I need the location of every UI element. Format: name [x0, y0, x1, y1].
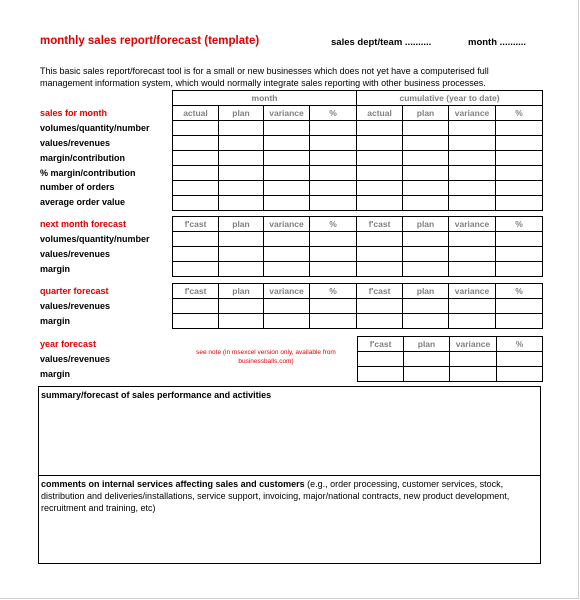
input-cell[interactable] [496, 262, 543, 277]
input-cell[interactable] [403, 196, 449, 211]
input-cell[interactable] [403, 299, 449, 314]
input-cell[interactable] [403, 232, 449, 247]
input-cell[interactable] [357, 181, 403, 196]
sales-for-month-table [172, 90, 543, 211]
plan-header: plan [219, 106, 264, 121]
input-cell[interactable] [496, 121, 543, 136]
input-cell[interactable] [357, 151, 403, 166]
input-cell[interactable] [264, 196, 310, 211]
msexcel-note: see note (in msexcel version only, available from businessballs.com) [196, 349, 336, 365]
input-cell[interactable] [219, 232, 264, 247]
input-cell[interactable] [496, 299, 543, 314]
input-cell[interactable] [264, 136, 310, 151]
input-cell[interactable] [358, 367, 404, 382]
input-cell[interactable] [449, 247, 496, 262]
input-cell[interactable] [173, 232, 219, 247]
input-cell[interactable] [173, 181, 219, 196]
input-cell[interactable] [496, 314, 543, 329]
row-label: margin [40, 316, 71, 326]
row-label: volumes/quantity/number [40, 123, 150, 133]
fcast-header: f'cast [357, 217, 403, 232]
percent-header: % [496, 106, 543, 121]
month-field[interactable]: month .......... [468, 37, 527, 48]
input-cell[interactable] [310, 166, 357, 181]
year-forecast-table [357, 336, 543, 382]
input-cell[interactable] [357, 314, 403, 329]
variance-header: variance [450, 337, 497, 352]
input-cell[interactable] [173, 262, 219, 277]
fcast-header: f'cast [357, 284, 403, 299]
input-cell[interactable] [449, 121, 496, 136]
row-label: values/revenues [40, 249, 111, 259]
input-cell[interactable] [449, 262, 496, 277]
table-row [173, 151, 543, 166]
input-cell[interactable] [310, 232, 357, 247]
row-label: margin [40, 264, 71, 274]
input-cell[interactable] [403, 166, 449, 181]
variance-header: variance [449, 217, 496, 232]
plan-header: plan [403, 284, 449, 299]
input-cell[interactable] [219, 299, 264, 314]
input-cell[interactable] [357, 196, 403, 211]
summary-box[interactable] [38, 386, 541, 476]
input-cell[interactable] [496, 181, 543, 196]
plan-header: plan [403, 106, 449, 121]
quarter-forecast-table [172, 283, 543, 329]
variance-header: variance [264, 284, 310, 299]
input-cell[interactable] [173, 314, 219, 329]
row-label: values/revenues [40, 138, 111, 148]
row-label: volumes/quantity/number [40, 234, 150, 244]
section-title-sales-for-month: sales for month [40, 108, 108, 118]
input-cell[interactable] [449, 232, 496, 247]
input-cell[interactable] [264, 166, 310, 181]
input-cell[interactable] [310, 136, 357, 151]
input-cell[interactable] [219, 314, 264, 329]
input-cell[interactable] [264, 314, 310, 329]
variance-header: variance [264, 217, 310, 232]
input-cell[interactable] [264, 151, 310, 166]
input-cell[interactable] [449, 181, 496, 196]
input-cell[interactable] [264, 121, 310, 136]
input-cell[interactable] [219, 121, 264, 136]
input-cell[interactable] [449, 299, 496, 314]
input-cell[interactable] [403, 247, 449, 262]
input-cell[interactable] [173, 136, 219, 151]
row-label: % margin/contribution [40, 168, 136, 178]
input-cell[interactable] [496, 196, 543, 211]
input-cell[interactable] [496, 151, 543, 166]
input-cell[interactable] [173, 166, 219, 181]
table-row [358, 367, 543, 382]
input-cell[interactable] [496, 232, 543, 247]
table-row [173, 121, 543, 136]
input-cell[interactable] [310, 314, 357, 329]
table-row [358, 352, 543, 367]
input-cell[interactable] [357, 299, 403, 314]
fcast-header: f'cast [358, 337, 404, 352]
percent-header: % [497, 337, 543, 352]
input-cell[interactable] [449, 151, 496, 166]
table-row [173, 232, 543, 247]
section-title-quarter-forecast: quarter forecast [40, 286, 109, 296]
table-row [173, 314, 543, 329]
table-row [173, 181, 543, 196]
input-cell[interactable] [173, 299, 219, 314]
percent-header: % [310, 217, 357, 232]
input-cell[interactable] [310, 299, 357, 314]
percent-header: % [496, 284, 543, 299]
input-cell[interactable] [403, 151, 449, 166]
input-cell[interactable] [449, 314, 496, 329]
percent-header: % [310, 284, 357, 299]
input-cell[interactable] [310, 262, 357, 277]
input-cell[interactable] [219, 247, 264, 262]
next-month-forecast-table [172, 216, 543, 277]
input-cell[interactable] [357, 247, 403, 262]
table-row [173, 262, 543, 277]
row-label: average order value [40, 197, 126, 207]
input-cell[interactable] [403, 314, 449, 329]
input-cell[interactable] [264, 232, 310, 247]
row-label: number of orders [40, 182, 115, 192]
input-cell[interactable] [219, 151, 264, 166]
input-cell[interactable] [403, 181, 449, 196]
input-cell[interactable] [264, 299, 310, 314]
input-cell[interactable] [449, 136, 496, 151]
input-cell[interactable] [264, 247, 310, 262]
input-cell[interactable] [310, 181, 357, 196]
table-row [173, 166, 543, 181]
input-cell[interactable] [173, 247, 219, 262]
input-cell[interactable] [219, 196, 264, 211]
variance-header: variance [449, 106, 496, 121]
input-cell[interactable] [173, 196, 219, 211]
report-title: monthly sales report/forecast (template) [40, 35, 260, 47]
input-cell[interactable] [173, 151, 219, 166]
month-header: month [173, 91, 357, 106]
input-cell[interactable] [219, 262, 264, 277]
input-cell[interactable] [358, 352, 404, 367]
section-title-next-month-forecast: next month forecast [40, 219, 127, 229]
input-cell[interactable] [450, 352, 497, 367]
input-cell[interactable] [450, 367, 497, 382]
row-label: margin/contribution [40, 153, 125, 163]
variance-header: variance [449, 284, 496, 299]
table-row [173, 136, 543, 151]
plan-header: plan [404, 337, 450, 352]
plan-header: plan [219, 284, 264, 299]
actual-header: actual [357, 106, 403, 121]
plan-header: plan [219, 217, 264, 232]
input-cell[interactable] [403, 262, 449, 277]
cumulative-header: cumulative (year to date) [357, 91, 543, 106]
section-title-year-forecast: year forecast [40, 339, 97, 349]
row-label: margin [40, 369, 71, 379]
comments-box[interactable] [38, 475, 541, 564]
row-label: values/revenues [40, 354, 111, 364]
input-cell[interactable] [357, 136, 403, 151]
plan-header: plan [403, 217, 449, 232]
input-cell[interactable] [497, 352, 543, 367]
input-cell[interactable] [173, 121, 219, 136]
fcast-header: f'cast [173, 284, 219, 299]
input-cell[interactable] [404, 367, 450, 382]
input-cell[interactable] [310, 196, 357, 211]
table-row [173, 299, 543, 314]
summary-label: summary/forecast of sales performance and activities [41, 390, 272, 400]
intro-text: This basic sales report/forecast tool is for a small or new businesses which does not yet have a computerised full management information system, which would normally integrate sales reporting with other business processes. [40, 66, 489, 88]
input-cell[interactable] [403, 136, 449, 151]
input-cell[interactable] [357, 121, 403, 136]
sales-dept-field[interactable]: sales dept/team .......... [331, 37, 432, 48]
percent-header: % [496, 217, 543, 232]
input-cell[interactable] [403, 121, 449, 136]
variance-header: variance [264, 106, 310, 121]
input-cell[interactable] [264, 262, 310, 277]
actual-header: actual [173, 106, 219, 121]
input-cell[interactable] [357, 262, 403, 277]
percent-header: % [310, 106, 357, 121]
input-cell[interactable] [357, 232, 403, 247]
row-label: values/revenues [40, 301, 111, 311]
input-cell[interactable] [310, 247, 357, 262]
input-cell[interactable] [404, 352, 450, 367]
input-cell[interactable] [219, 136, 264, 151]
input-cell[interactable] [496, 136, 543, 151]
input-cell[interactable] [357, 166, 403, 181]
table-row [173, 196, 543, 211]
table-row [173, 247, 543, 262]
input-cell[interactable] [496, 247, 543, 262]
input-cell[interactable] [496, 166, 543, 181]
input-cell[interactable] [449, 166, 496, 181]
input-cell[interactable] [264, 181, 310, 196]
input-cell[interactable] [219, 181, 264, 196]
comments-label: comments on internal services affecting sales and customers (e.g., order processing, customer services, stock, distribution and deliveries/installations, service support, invoicing, major/national contracts, new product development, recruitment and training, etc) [41, 479, 510, 513]
fcast-header: f'cast [173, 217, 219, 232]
input-cell[interactable] [497, 367, 543, 382]
input-cell[interactable] [449, 196, 496, 211]
input-cell[interactable] [310, 151, 357, 166]
input-cell[interactable] [310, 121, 357, 136]
input-cell[interactable] [219, 166, 264, 181]
